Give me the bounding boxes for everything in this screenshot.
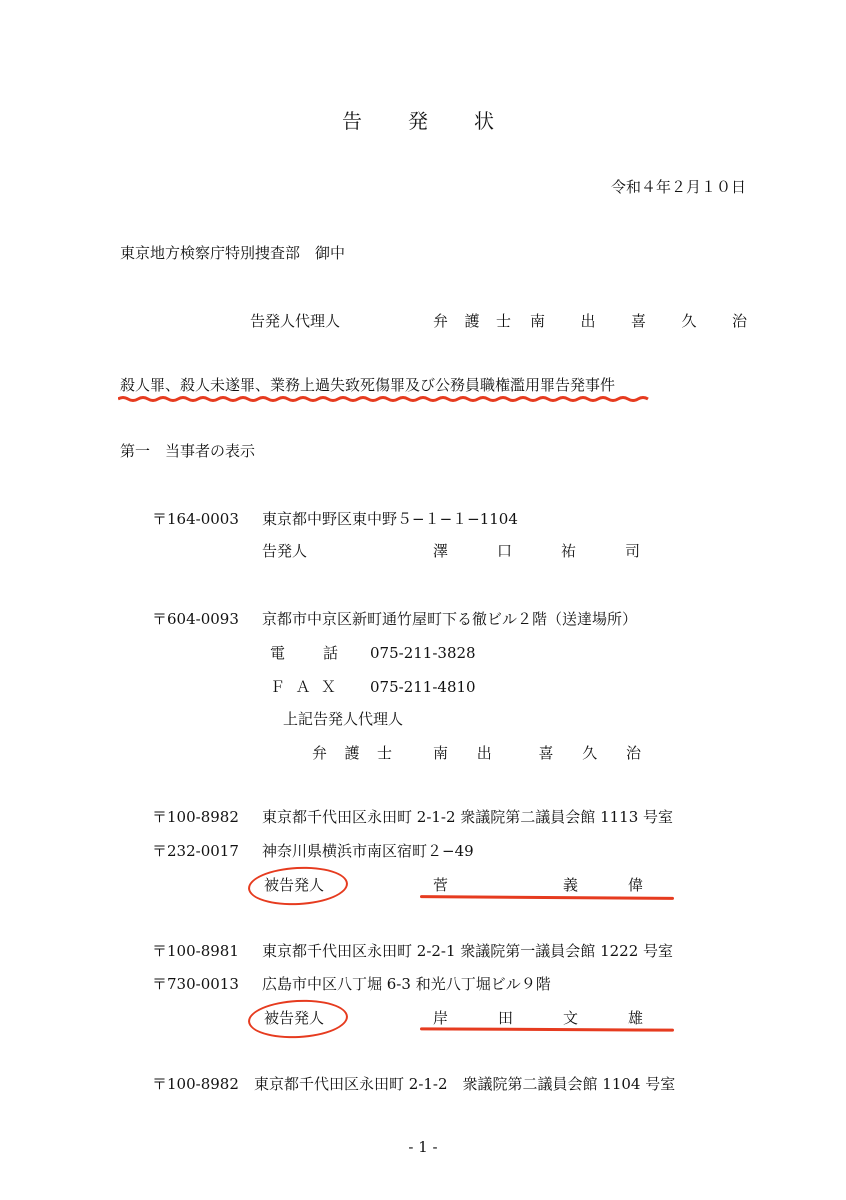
agent-address: 京都市中京区新町通竹屋町下る徹ビル２階（送達場所）	[262, 610, 638, 628]
document-title	[342, 108, 494, 134]
accused2-label: 被告発人	[264, 1009, 325, 1027]
title-char: 発	[408, 109, 428, 133]
section-heading: 第一 当事者の表示	[120, 442, 256, 460]
name-char: 出	[580, 312, 596, 330]
role-char: 士	[495, 312, 511, 330]
name-char: 久	[681, 312, 697, 330]
name-char: 文	[562, 1009, 578, 1027]
accused2-label-red-circle	[247, 997, 349, 1040]
name-char: 偉	[628, 876, 644, 894]
addressee: 東京地方検察庁特別捜査部 御中	[120, 244, 346, 262]
role-char: 弁	[433, 312, 449, 330]
role-char: 弁	[312, 744, 328, 762]
accused1-label: 被告発人	[264, 876, 325, 894]
name-char: 喜	[630, 312, 646, 330]
accused3-address1: 東京都千代田区永田町 2-1-2 衆議院第二議員会館 1104 号室	[254, 1075, 676, 1093]
name-char: 南	[433, 744, 449, 762]
accused2-address2: 広島市中区八丁堀 6-3 和光八丁堀ビル９階	[262, 975, 551, 993]
name-char: 口	[496, 542, 512, 560]
role-char: 護	[344, 744, 360, 762]
accused2-postal2: 〒730-0013	[152, 975, 239, 993]
accused1-label-red-circle	[247, 864, 349, 907]
accused1-address2: 神奈川県横浜市南区宿町２−49	[262, 842, 474, 860]
complainant-address: 東京都中野区東中野５−１−１−1104	[262, 510, 518, 528]
tel-number: 075-211-3828	[370, 644, 476, 662]
accused2-address1: 東京都千代田区永田町 2-2-1 衆議院第一議員会館 1222 号室	[262, 942, 674, 960]
name-char: 久	[582, 744, 598, 762]
name-char: 田	[497, 1009, 513, 1027]
agent-role	[312, 743, 392, 763]
name-char: 義	[563, 876, 579, 894]
name-char: 祐	[560, 542, 576, 560]
name-char: 治	[625, 744, 641, 762]
filer-agent-name	[530, 311, 747, 331]
name-char: 喜	[538, 744, 554, 762]
name-char: 南	[530, 312, 546, 330]
accused2-name	[433, 1008, 643, 1028]
accused1-address1: 東京都千代田区永田町 2-1-2 衆議院第二議員会館 1113 号室	[262, 808, 674, 826]
title-char: 告	[342, 109, 362, 133]
name-char: 雄	[627, 1009, 643, 1027]
role-char: 護	[464, 312, 480, 330]
title-char: 状	[474, 109, 494, 133]
role-char: 士	[376, 744, 392, 762]
accused1-postal2: 〒232-0017	[152, 842, 239, 860]
fax-label-char: Ａ	[295, 678, 311, 696]
filer-agent-label: 告発人代理人	[250, 312, 341, 330]
tel-label-char: 話	[322, 644, 338, 662]
fax-number: 075-211-4810	[370, 678, 476, 696]
accused2-postal1: 〒100-8981	[152, 942, 239, 960]
name-char: 澤	[433, 542, 449, 560]
complainant-postal: 〒164-0003	[152, 510, 239, 528]
agent-label: 上記告発人代理人	[283, 710, 404, 728]
case-title-red-underline	[118, 395, 658, 403]
name-char: 出	[476, 744, 492, 762]
filer-agent-role	[433, 311, 511, 331]
name-char: 菅	[433, 876, 449, 894]
page-number: - 1 -	[408, 1138, 438, 1156]
accused2-name-red-underline	[420, 1027, 674, 1031]
name-char: 司	[624, 542, 640, 560]
fax-label-char: Ｘ	[320, 678, 336, 696]
agent-name	[433, 743, 641, 763]
accused1-postal1: 〒100-8982	[152, 808, 239, 826]
accused1-name-red-underline	[420, 895, 674, 900]
fax-label-char: Ｆ	[270, 678, 286, 696]
name-char: 治	[731, 312, 747, 330]
complainant-label: 告発人	[262, 542, 308, 560]
document-date: 令和４年２月１０日	[610, 178, 746, 196]
case-title: 殺人罪、殺人未遂罪、業務上過失致死傷罪及び公務員職権濫用罪告発事件	[120, 376, 616, 394]
tel-label-char: 電	[270, 644, 286, 662]
fax-label	[270, 677, 336, 697]
tel-label	[270, 643, 338, 663]
accused3-postal1: 〒100-8982	[152, 1075, 239, 1093]
name-char: 岸	[433, 1009, 449, 1027]
agent-postal: 〒604-0093	[152, 610, 239, 628]
complainant-name	[433, 541, 640, 561]
